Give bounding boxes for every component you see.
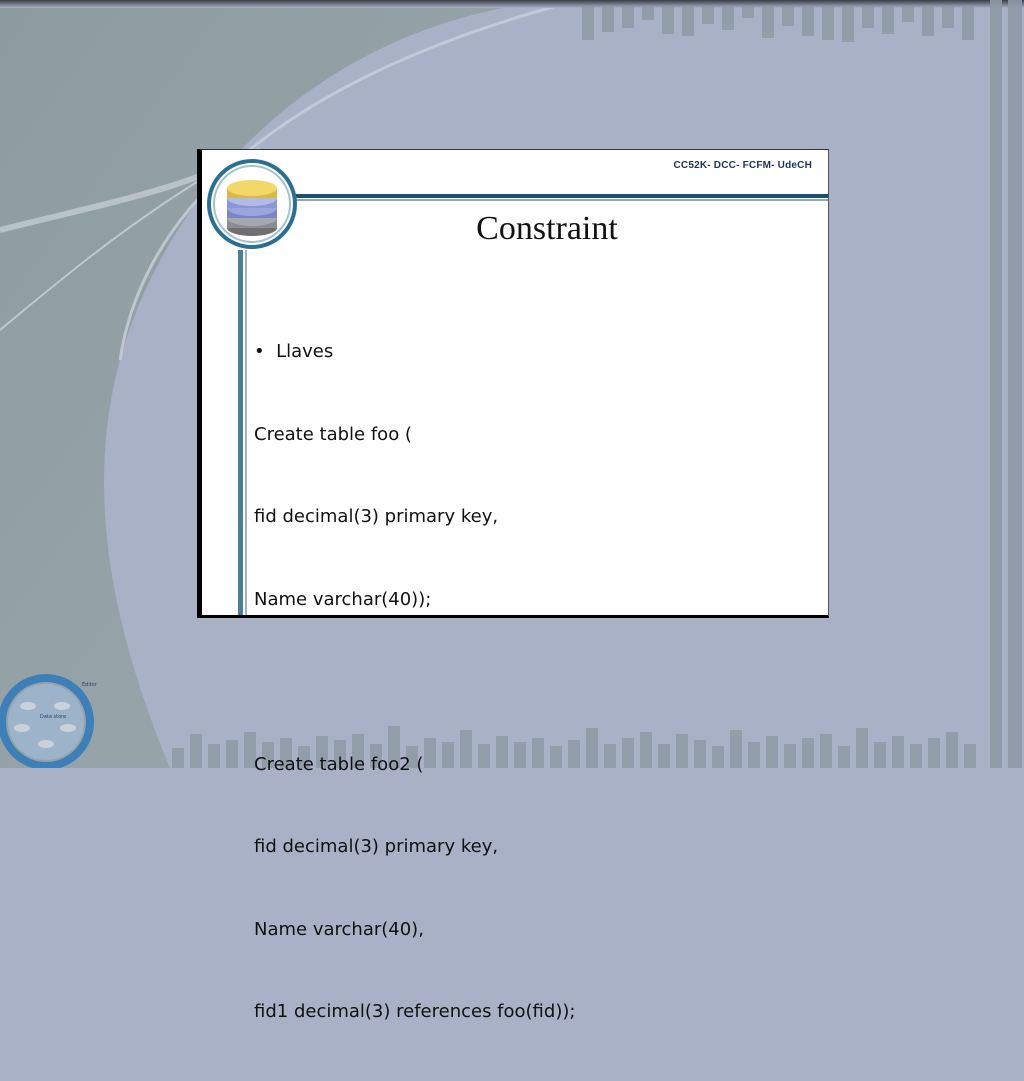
slide-body: [254, 283, 575, 1081]
slide-header-rule: [292, 194, 828, 198]
bullet-text: Llaves: [276, 341, 334, 362]
slide-side-rule: [238, 250, 243, 615]
code-line: Create table foo (: [254, 423, 412, 445]
blank-line: [254, 668, 575, 696]
code-line: Name varchar(40),: [254, 918, 424, 940]
code-line: Create table foo2 (: [254, 753, 424, 775]
database-stack-icon: [207, 156, 297, 252]
data-store-diagram-icon: [0, 672, 100, 768]
code-line: fid decimal(3) primary key,: [254, 506, 499, 527]
code-line: Name varchar(40));: [254, 588, 432, 610]
code-line: fid1 decimal(3) references foo(fid));: [254, 1001, 576, 1022]
slide-header-rule-light: [292, 199, 828, 201]
slide-side-rule-light: [245, 250, 247, 615]
bullet-dot: •: [254, 341, 277, 362]
corner-logo-label-datastore: Data store: [40, 714, 67, 720]
slide-panel: [197, 149, 829, 1022]
bullet-item: [254, 338, 575, 366]
code-line: fid decimal(3) primary key,: [254, 836, 499, 857]
corner-logo-label-editor: Editor: [82, 682, 97, 688]
slide-credit: CC52K- DCC- FCFM- UdeCH: [673, 160, 812, 171]
slide-title: Constraint: [476, 210, 618, 247]
